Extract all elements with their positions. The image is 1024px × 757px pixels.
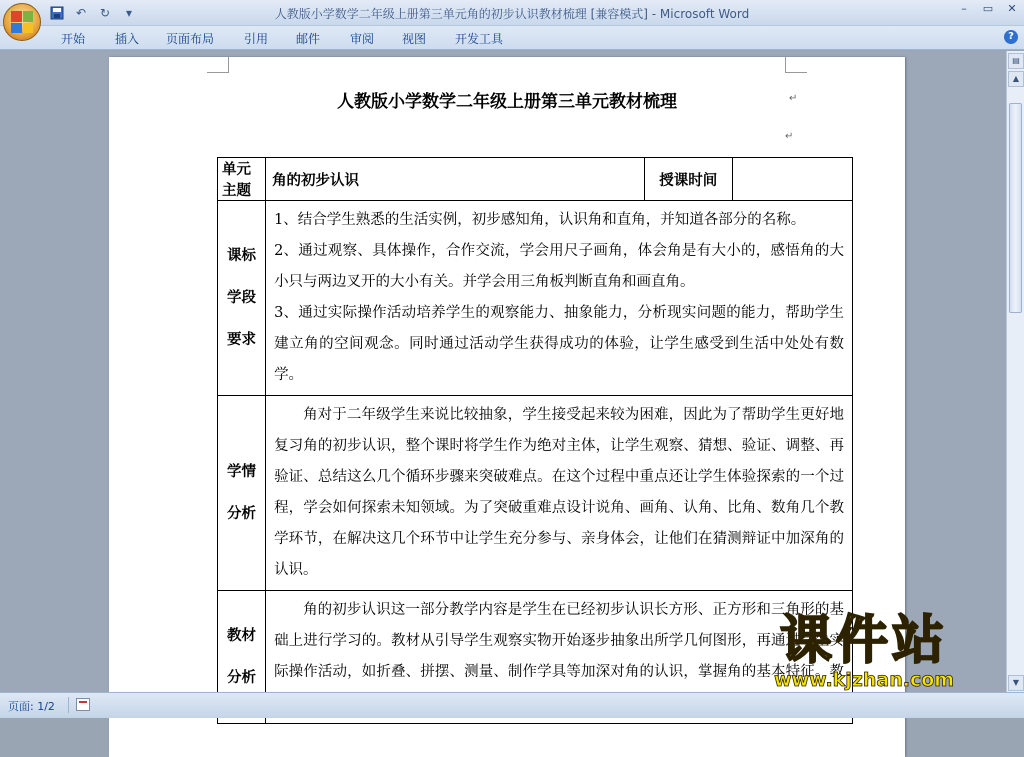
help-icon[interactable]: ? (1004, 30, 1018, 44)
tab-insert[interactable]: 插入 (115, 32, 140, 46)
document-workspace (0, 51, 1006, 692)
section-label: 要求 (227, 331, 257, 348)
topic-value: 角的初步认识 (272, 171, 360, 189)
topic-label-cell[interactable] (218, 158, 266, 201)
time-label: 授课时间 (659, 171, 718, 189)
scroll-down-icon[interactable]: ▼ (1008, 675, 1024, 691)
proofing-icon[interactable] (76, 698, 90, 711)
content-paragraph: 3、通过实际操作活动培养学生的观察能力、抽象能力，分析现实问题的能力，帮助学生建立角的空间观念。同时通过活动学生获得成功的体验，让学生感受到生活中处处有数学。 (274, 305, 844, 383)
section-label-cell[interactable] (218, 201, 266, 396)
tab-review[interactable]: 审阅 (350, 32, 375, 46)
tab-mailings[interactable]: 邮件 (296, 32, 321, 46)
table-row (218, 201, 853, 396)
content-paragraph: 1、结合学生熟悉的生活实例，初步感知角，认识角和直角，并知道各部分的名称。 (274, 212, 806, 228)
section-label-cell[interactable] (218, 396, 266, 591)
content-paragraph: 2、通过观察、具体操作，合作交流，学会用尺子画角，体会角是有大小的，感悟角的大小只与两边叉开的大小有关。并学会用三角板判断直角和画直角。 (274, 243, 844, 290)
close-button[interactable]: ✕ (1007, 2, 1017, 15)
time-value-cell[interactable] (732, 158, 852, 201)
ribbon-tabs (0, 26, 1024, 50)
topic-label: 单元主题 (222, 161, 251, 199)
section-content-cell[interactable] (266, 396, 853, 591)
table-row (218, 396, 853, 591)
customize-qat-icon[interactable]: ▾ (125, 6, 133, 20)
status-divider (68, 697, 69, 713)
tab-developer[interactable]: 开发工具 (455, 32, 504, 46)
undo-icon[interactable]: ↶ (75, 6, 87, 20)
window-controls (956, 2, 1020, 15)
vertical-scrollbar[interactable] (1006, 51, 1024, 692)
title-bar (0, 0, 1024, 26)
paragraph-mark: ↵ (789, 93, 798, 104)
tab-home[interactable]: 开始 (61, 32, 86, 46)
site-watermark (774, 612, 954, 690)
window-title: 人教版小学数学二年级上册第三单元角的初步认识教材梳理 [兼容模式] - Microsoft Word (274, 7, 750, 21)
section-label: 分析 (227, 505, 257, 522)
document-title[interactable]: 人教版小学数学二年级上册第三单元教材梳理 (337, 92, 677, 112)
crop-mark-top-left (207, 57, 229, 73)
time-label-cell[interactable] (644, 158, 732, 201)
redo-icon[interactable]: ↻ (99, 6, 111, 20)
tab-references[interactable]: 引用 (244, 32, 269, 46)
section-label: 学段 (227, 289, 257, 306)
section-label: 教材 (227, 627, 257, 644)
section-label: 课标 (227, 247, 257, 264)
ruler-toggle-icon[interactable]: ▤ (1008, 53, 1024, 69)
content-paragraph: 角的初步认识这一部分教学内容是学生在已经初步认识长方形、正方形和三角形的基础上进行学习的。教材从引导学生观察实物开始逐步抽象出所学几何图形，再通过学生实际操作活动，如折叠、拼摆、测量、制作学具等加深对角的认识，掌握角的基本特征。教 (274, 602, 844, 680)
section-label: 分析 (227, 669, 257, 686)
tab-view[interactable]: 视图 (402, 32, 427, 46)
page-count[interactable]: 页面: 1/2 (8, 700, 55, 713)
watermark-url: www.kjzhan.com (774, 669, 955, 691)
minimize-button[interactable]: – (961, 2, 967, 15)
office-button[interactable] (3, 3, 41, 41)
syllabus-table (217, 157, 853, 724)
topic-value-cell[interactable] (266, 158, 645, 201)
content-paragraph: 角对于二年级学生来说比较抽象，学生接受起来较为困难，因此为了帮助学生更好地复习角的初步认识，整个课时将学生作为绝对主体，让学生观察、猜想、验证、调整、再验证、总结这么几个循环步骤来突破难点。在这个过程中重点还让学生体验探索的一个过程，学会如何探索未知领域。为了突破重难点设计说角、画角、认角、比角、数角几个教学环节，在解决这几个环节中让学生充分参与、亲身体会，让他们在猜测辩证中加深角的认识。 (274, 407, 844, 578)
table-header-row (218, 158, 853, 201)
office-logo-icon (11, 11, 33, 33)
tab-page-layout[interactable]: 页面布局 (166, 32, 215, 46)
status-bar (0, 692, 1024, 718)
scrollbar-thumb[interactable] (1009, 103, 1022, 313)
scroll-up-icon[interactable]: ▲ (1008, 71, 1024, 87)
section-label: 学情 (227, 463, 257, 480)
maximize-button[interactable]: ▭ (982, 2, 994, 15)
watermark-text: 课件站 (780, 611, 949, 671)
section-content-cell[interactable] (266, 201, 853, 396)
crop-mark-top-right (785, 57, 807, 73)
paragraph-mark: ↵ (785, 131, 794, 142)
